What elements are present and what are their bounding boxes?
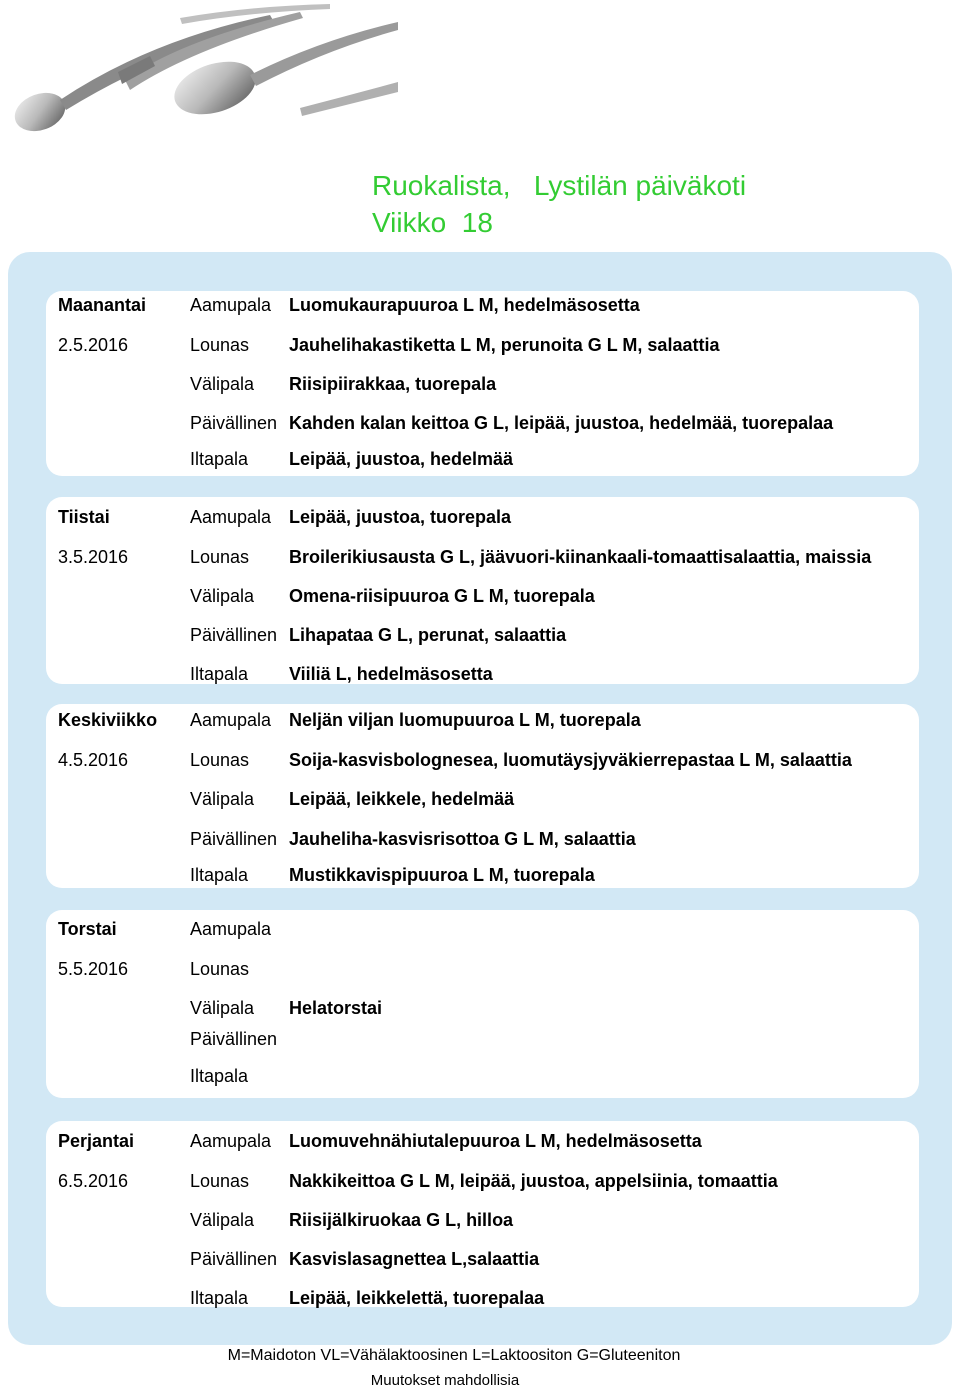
menu-row (58, 865, 938, 895)
menu-row (58, 335, 938, 365)
meal-label: Päivällinen (190, 1029, 278, 1049)
meal-label: Päivällinen (190, 625, 278, 645)
meal-label: Aamupala (190, 1131, 272, 1151)
meal-food: Broilerikiusausta G L, jäävuori-kiinankaali-tomaattisalaattia, maissia (289, 547, 872, 567)
menu-row (58, 1171, 938, 1201)
meal-label: Lounas (190, 335, 250, 355)
menu-row (58, 664, 938, 694)
menu-row (58, 750, 938, 780)
meal-label: Päivällinen (190, 413, 278, 433)
menu-row (58, 710, 938, 740)
meal-food: Lihapataa G L, perunat, salaattia (289, 625, 567, 645)
meal-food: Leipää, juustoa, hedelmää (289, 449, 514, 469)
menu-row (58, 1249, 938, 1279)
meal-food: Luomukaurapuuroa L M, hedelmäsosetta (289, 295, 640, 315)
meal-food: Mustikkavispipuuroa L M, tuorepala (289, 865, 595, 885)
menu-row (58, 449, 938, 479)
meal-label: Iltapala (190, 664, 249, 684)
meal-label: Välipala (190, 1210, 255, 1230)
diet-legend: M=Maidoton VL=Vähälaktoosinen L=Laktoositon G=Gluteeniton (227, 1347, 681, 1364)
meal-food: Kahden kalan keittoa G L, leipää, juustoa, hedelmää, tuorepalaa (289, 413, 834, 433)
menu-row (58, 1029, 938, 1059)
day-date: 2.5.2016 (58, 335, 129, 355)
meal-food: Leipää, leikkelettä, tuorepalaa (289, 1288, 545, 1308)
menu-row (58, 413, 938, 443)
meal-label: Lounas (190, 750, 250, 770)
page-title: Ruokalista, Lystilän päiväkoti (372, 170, 747, 201)
changes-note: Muutokset mahdollisia (370, 1372, 520, 1389)
meal-food: Kasvislasagnettea L,salaattia (289, 1249, 540, 1269)
day-name: Torstai (58, 919, 117, 939)
menu-row (58, 586, 938, 616)
meal-food: Neljän viljan luomupuuroa L M, tuorepala (289, 710, 641, 730)
day-date: 5.5.2016 (58, 959, 129, 979)
meal-label: Päivällinen (190, 829, 278, 849)
meal-food: Jauheliha-kasvisrisottoa G L M, salaattia (289, 829, 636, 849)
menu-row (58, 507, 938, 537)
meal-label: Aamupala (190, 295, 272, 315)
menu-row (58, 919, 938, 949)
meal-label: Välipala (190, 374, 255, 394)
menu-row (58, 1131, 938, 1161)
menu-row (58, 829, 938, 859)
menu-row (58, 998, 938, 1028)
day-name: Keskiviikko (58, 710, 158, 730)
meal-label: Iltapala (190, 1066, 249, 1086)
meal-label: Lounas (190, 959, 250, 979)
day-name: Tiistai (58, 507, 110, 527)
menu-row (58, 625, 938, 655)
cutlery-image (0, 0, 400, 150)
week-title: Viikko 18 (372, 207, 493, 238)
meal-label: Välipala (190, 998, 255, 1018)
day-date: 4.5.2016 (58, 750, 129, 770)
meal-label: Välipala (190, 586, 255, 606)
meal-label: Iltapala (190, 1288, 249, 1308)
menu-row (58, 959, 938, 989)
day-date: 3.5.2016 (58, 547, 129, 567)
menu-row (58, 789, 938, 819)
meal-label: Iltapala (190, 449, 249, 469)
day-date: 6.5.2016 (58, 1171, 129, 1191)
meal-label: Päivällinen (190, 1249, 278, 1269)
meal-food: Soija-kasvisbolognesea, luomutäysjyväkierrepastaa L M, salaattia (289, 750, 852, 770)
meal-label: Aamupala (190, 710, 272, 730)
day-name: Maanantai (58, 295, 147, 315)
meal-label: Välipala (190, 789, 255, 809)
menu-row (58, 1210, 938, 1240)
meal-food: Omena-riisipuuroa G L M, tuorepala (289, 586, 595, 606)
menu-row (58, 295, 938, 325)
meal-label: Aamupala (190, 507, 272, 527)
meal-label: Lounas (190, 547, 250, 567)
meal-food: Luomuvehnähiutalepuuroa L M, hedelmäsosetta (289, 1131, 702, 1151)
menu-row (58, 1066, 938, 1096)
menu-row (58, 547, 938, 577)
meal-label: Iltapala (190, 865, 249, 885)
meal-label: Aamupala (190, 919, 272, 939)
meal-food: Nakkikeittoa G L M, leipää, juustoa, appelsiinia, tomaattia (289, 1171, 778, 1191)
meal-food: Leipää, juustoa, tuorepala (289, 507, 512, 527)
meal-food: Leipää, leikkele, hedelmää (289, 789, 515, 809)
menu-row (58, 374, 938, 404)
meal-food: Jauhelihakastiketta L M, perunoita G L M, salaattia (289, 335, 720, 355)
meal-label: Lounas (190, 1171, 250, 1191)
meal-food: Helatorstai (289, 998, 383, 1018)
meal-food: Riisijälkiruokaa G L, hilloa (289, 1210, 514, 1230)
meal-food: Riisipiirakkaa, tuorepala (289, 374, 497, 394)
meal-food: Viiliä L, hedelmäsosetta (289, 664, 493, 684)
day-name: Perjantai (58, 1131, 135, 1151)
menu-row (58, 1288, 938, 1318)
